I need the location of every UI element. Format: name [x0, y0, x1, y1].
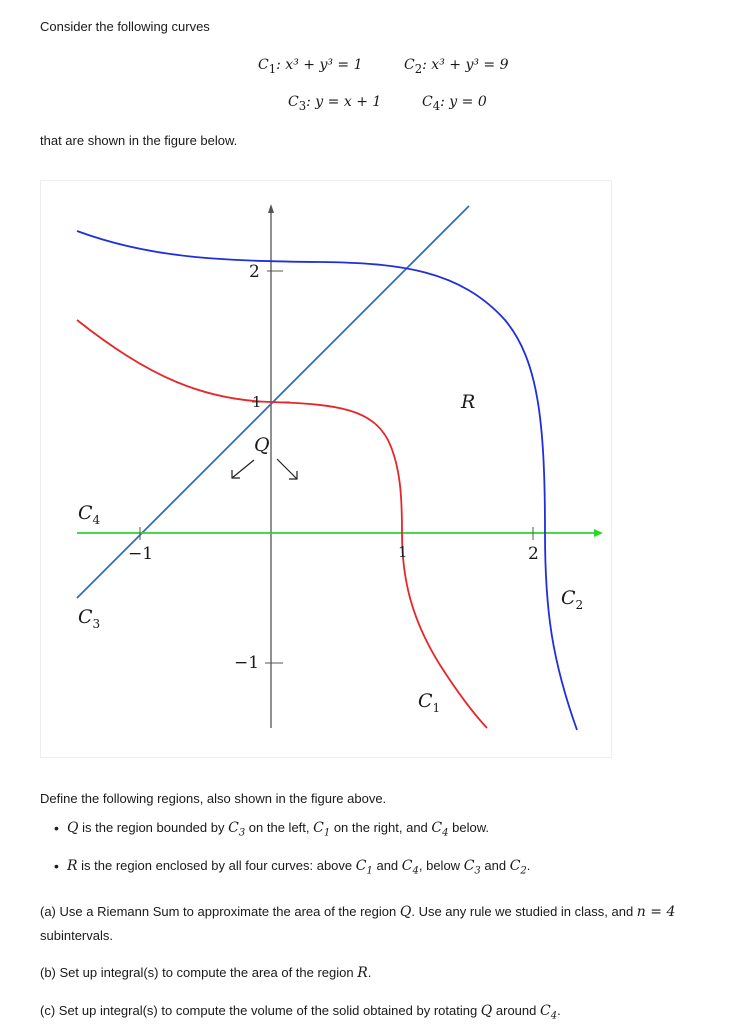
region-symbol: Q — [480, 1003, 493, 1019]
region-symbol: Q — [399, 904, 412, 920]
tick-label-neg1x: −1 — [128, 544, 154, 564]
label-r: R — [461, 391, 476, 413]
curve-subscript: 4 — [412, 865, 419, 877]
define-text: Define the following regions, also shown in the figure above. — [40, 791, 387, 806]
curve-symbol: C — [539, 1003, 551, 1019]
text: and — [372, 858, 402, 873]
label-subscript: 4 — [92, 512, 101, 527]
label-symbol: C — [418, 690, 433, 712]
region-list — [40, 818, 530, 894]
curve-symbol: C — [463, 858, 475, 874]
question-a — [40, 900, 720, 948]
curve-c1 — [77, 320, 487, 728]
curve-subscript: 4 — [442, 827, 449, 839]
curve-subscript: 2 — [520, 865, 527, 877]
curve-subscript: 3 — [474, 865, 481, 877]
y-axis-arrow — [268, 204, 274, 213]
curve-symbol: C — [422, 94, 433, 110]
equation-rhs: : x³ + y³ = 9 — [422, 57, 509, 73]
curve-subscript: 3 — [298, 98, 307, 113]
curve-symbol: C — [509, 858, 521, 874]
text: below. — [448, 820, 489, 835]
question-b — [40, 961, 371, 985]
label-c4 — [78, 502, 100, 527]
region-q-definition — [40, 818, 530, 856]
curve-symbol: C — [355, 858, 367, 874]
arrow-q-right — [277, 459, 297, 479]
curve-symbol: C — [313, 820, 324, 836]
label-subscript: 1 — [432, 700, 441, 715]
label-subscript: 2 — [575, 597, 584, 612]
text: and — [480, 858, 510, 873]
label-q: Q — [254, 434, 270, 456]
curve-symbol: C — [228, 820, 239, 836]
x-axis-arrow — [594, 529, 603, 537]
curve-symbol: C — [258, 57, 269, 73]
curve-subscript: 3 — [238, 827, 246, 839]
question-c — [40, 999, 561, 1029]
curve-symbol: C — [288, 94, 299, 110]
text: . — [557, 1003, 561, 1018]
label-symbol: C — [561, 587, 576, 609]
text: on the left, — [245, 820, 314, 835]
text: subintervals. — [40, 928, 113, 943]
arrow-q-left — [232, 460, 254, 478]
curve-subscript: 4 — [432, 98, 441, 113]
curve-subscript: 1 — [366, 865, 373, 877]
text: on the right, and — [330, 820, 432, 835]
text: . — [526, 858, 531, 873]
curve-symbol: C — [404, 57, 415, 73]
n-value: n = 4 — [636, 904, 676, 920]
tick-label-neg1y: −1 — [234, 653, 260, 673]
curve-c2 — [77, 231, 577, 730]
text: . Use any rule we studied in class, and — [411, 904, 637, 919]
equation-rhs: : y = 0 — [440, 94, 487, 110]
label-subscript: 3 — [92, 616, 101, 631]
text: , below — [418, 858, 464, 873]
region-symbol: R — [67, 858, 78, 874]
label-c2 — [561, 587, 583, 612]
label-symbol: C — [78, 502, 93, 524]
curve-symbol: C — [401, 858, 413, 874]
equation-rhs: : x³ + y³ = 1 — [276, 57, 363, 73]
text: is the region enclosed by all four curves: above — [77, 858, 356, 873]
text: (c) Set up integral(s) to compute the volume of the solid obtained by rotating — [40, 1003, 481, 1018]
curve-subscript: 2 — [414, 61, 423, 76]
tick-label-2x: 2 — [528, 544, 539, 564]
intro-text: Consider the following curves — [40, 19, 210, 34]
region-symbol: R — [357, 965, 368, 981]
shown-text: that are shown in the figure below. — [40, 133, 238, 148]
curve-subscript: 1 — [323, 827, 331, 839]
tick-label-2y: 2 — [249, 262, 260, 282]
label-c3 — [78, 606, 100, 631]
text: is the region bounded by — [78, 820, 229, 835]
equation-rhs: : y = x + 1 — [306, 94, 382, 110]
text: (a) Use a Riemann Sum to approximate the area of the region — [40, 904, 400, 919]
text: (b) Set up integral(s) to compute the area of the region — [40, 965, 358, 980]
text: around — [492, 1003, 540, 1018]
region-r-definition — [40, 856, 530, 894]
region-symbol: Q — [67, 820, 79, 836]
tick-label-1x: 1 — [398, 543, 408, 561]
label-c1 — [418, 690, 440, 715]
curve-symbol: C — [431, 820, 443, 836]
text: . — [367, 965, 372, 980]
curve-subscript: 1 — [268, 61, 277, 76]
label-symbol: C — [78, 606, 93, 628]
curve-subscript: 4 — [550, 1010, 558, 1022]
tick-label-1y: 1 — [252, 393, 262, 411]
